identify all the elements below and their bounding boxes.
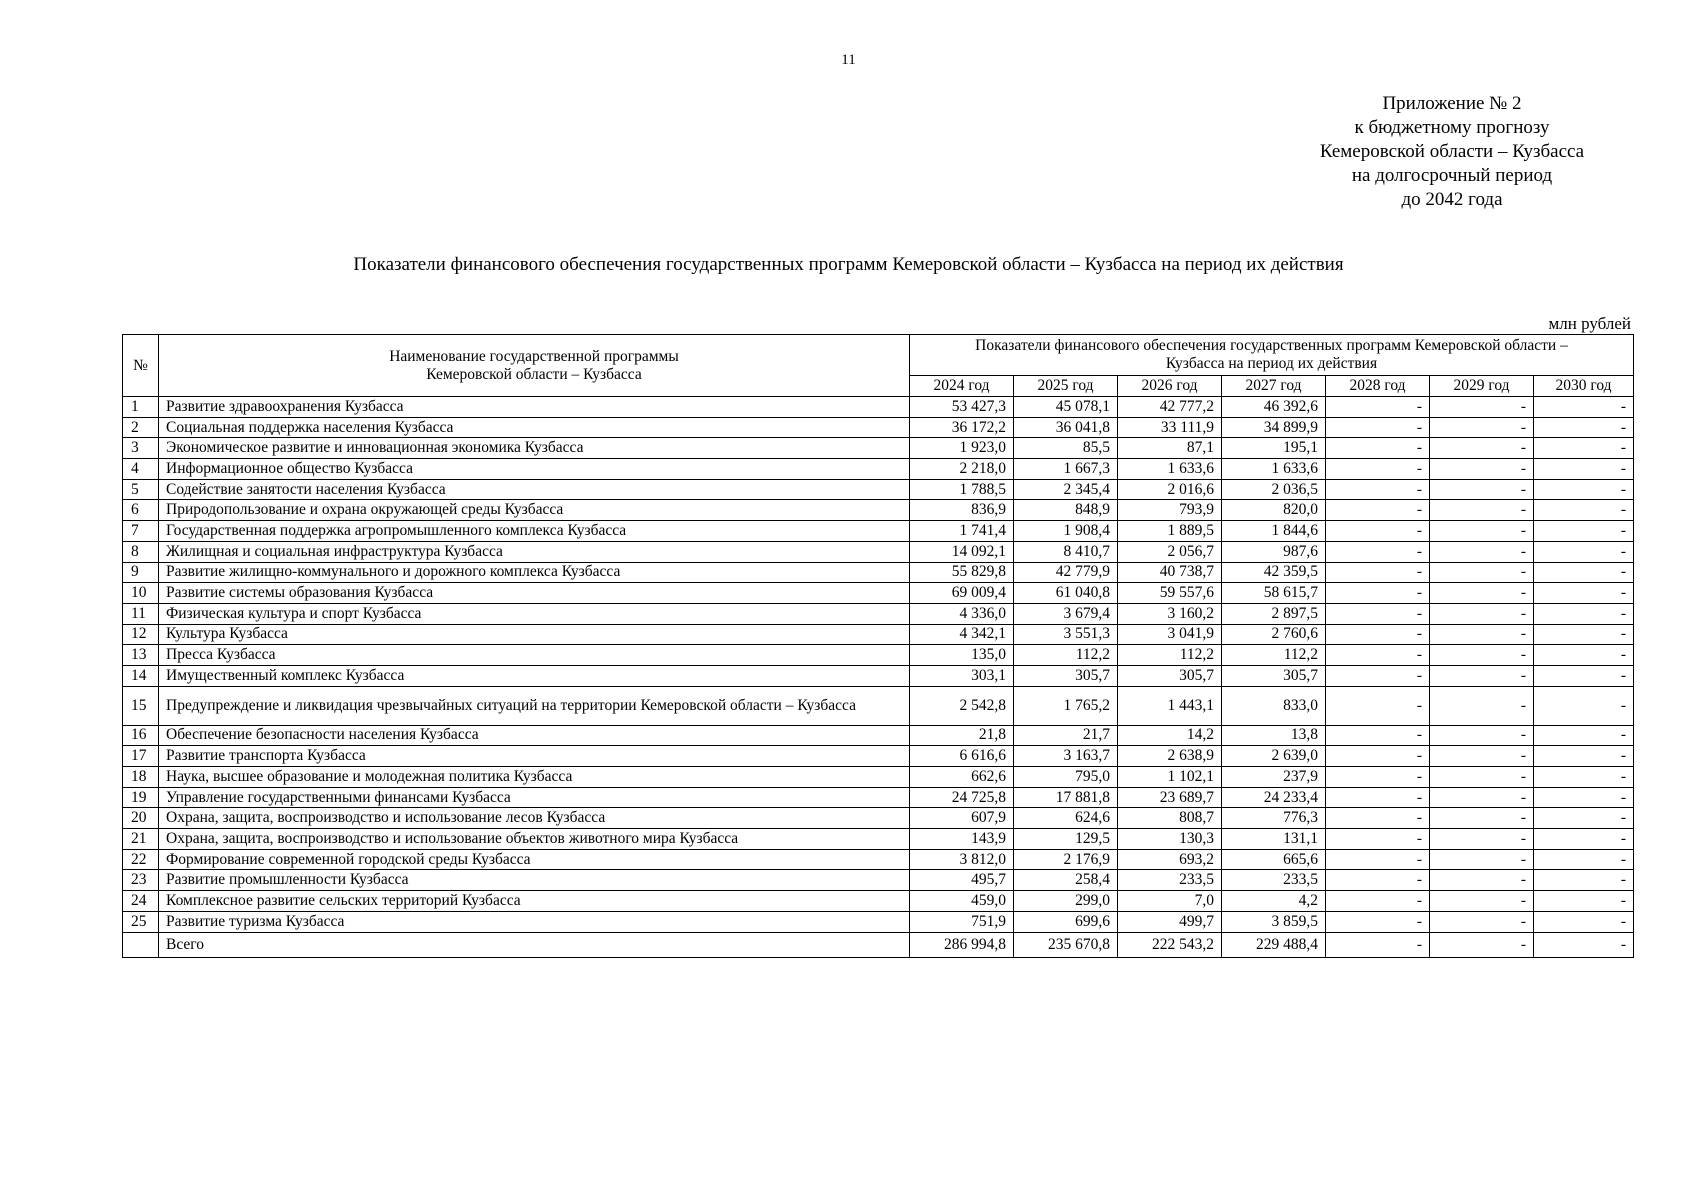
value-cell: - bbox=[1534, 787, 1634, 808]
value-cell: 833,0 bbox=[1222, 686, 1326, 725]
value-cell: - bbox=[1326, 911, 1430, 932]
program-name: Охрана, защита, воспроизводство и использование лесов Кузбасса bbox=[159, 808, 910, 829]
value-cell: - bbox=[1534, 479, 1634, 500]
units-label: млн рублей bbox=[1548, 314, 1631, 333]
table-row bbox=[123, 500, 1634, 521]
value-cell: 3 812,0 bbox=[910, 849, 1014, 870]
value-cell: - bbox=[1326, 808, 1430, 829]
value-cell: - bbox=[1430, 849, 1534, 870]
value-cell: 36 041,8 bbox=[1014, 417, 1118, 438]
value-cell: 3 551,3 bbox=[1014, 624, 1118, 645]
value-cell: 24 725,8 bbox=[910, 787, 1014, 808]
value-cell: 1 633,6 bbox=[1118, 459, 1222, 480]
value-cell: 299,0 bbox=[1014, 891, 1118, 912]
table-row bbox=[123, 829, 1634, 850]
value-cell: - bbox=[1534, 870, 1634, 891]
value-cell: 662,6 bbox=[910, 767, 1014, 788]
table-row bbox=[123, 665, 1634, 686]
value-cell: - bbox=[1430, 746, 1534, 767]
value-cell: 17 881,8 bbox=[1014, 787, 1118, 808]
value-cell: - bbox=[1534, 459, 1634, 480]
row-number: 22 bbox=[123, 849, 159, 870]
value-cell: 3 163,7 bbox=[1014, 746, 1118, 767]
value-cell: 8 410,7 bbox=[1014, 541, 1118, 562]
value-cell: - bbox=[1326, 932, 1430, 957]
value-cell: 229 488,4 bbox=[1222, 932, 1326, 957]
header-group: Показатели финансового обеспечения государственных программ Кемеровской области – Кузбасса на период их действия bbox=[910, 335, 1634, 376]
table-row bbox=[123, 562, 1634, 583]
value-cell: 1 667,3 bbox=[1014, 459, 1118, 480]
header-year: 2029 год bbox=[1430, 376, 1534, 397]
header-year: 2027 год bbox=[1222, 376, 1326, 397]
row-number: 23 bbox=[123, 870, 159, 891]
header-year: 2026 год bbox=[1118, 376, 1222, 397]
value-cell: - bbox=[1430, 521, 1534, 542]
row-number: 18 bbox=[123, 767, 159, 788]
value-cell: 1 908,4 bbox=[1014, 521, 1118, 542]
row-number: 6 bbox=[123, 500, 159, 521]
value-cell: 2 760,6 bbox=[1222, 624, 1326, 645]
program-name: Информационное общество Кузбасса bbox=[159, 459, 910, 480]
value-cell: 3 041,9 bbox=[1118, 624, 1222, 645]
value-cell: - bbox=[1430, 808, 1534, 829]
value-cell: 13,8 bbox=[1222, 725, 1326, 746]
value-cell: - bbox=[1534, 911, 1634, 932]
program-name: Развитие здравоохранения Кузбасса bbox=[159, 397, 910, 418]
value-cell: - bbox=[1534, 725, 1634, 746]
value-cell: 24 233,4 bbox=[1222, 787, 1326, 808]
appendix-line: Приложение № 2 bbox=[1382, 93, 1522, 114]
program-name: Развитие транспорта Кузбасса bbox=[159, 746, 910, 767]
value-cell: 1 889,5 bbox=[1118, 521, 1222, 542]
table-row bbox=[123, 911, 1634, 932]
appendix-line: до 2042 года bbox=[1401, 189, 1503, 210]
value-cell: 2 016,6 bbox=[1118, 479, 1222, 500]
program-name: Социальная поддержка населения Кузбасса bbox=[159, 417, 910, 438]
value-cell: 2 542,8 bbox=[910, 686, 1014, 725]
value-cell: 808,7 bbox=[1118, 808, 1222, 829]
value-cell: - bbox=[1534, 541, 1634, 562]
value-cell: 795,0 bbox=[1014, 767, 1118, 788]
value-cell: 21,8 bbox=[910, 725, 1014, 746]
table-row bbox=[123, 767, 1634, 788]
value-cell: 130,3 bbox=[1118, 829, 1222, 850]
value-cell: 23 689,7 bbox=[1118, 787, 1222, 808]
row-number: 7 bbox=[123, 521, 159, 542]
value-cell: 820,0 bbox=[1222, 500, 1326, 521]
value-cell: 607,9 bbox=[910, 808, 1014, 829]
value-cell: 495,7 bbox=[910, 870, 1014, 891]
value-cell: - bbox=[1430, 397, 1534, 418]
appendix-line: на долгосрочный период bbox=[1351, 165, 1553, 186]
header-year: 2028 год bbox=[1326, 376, 1430, 397]
value-cell: 58 615,7 bbox=[1222, 583, 1326, 604]
row-number: 20 bbox=[123, 808, 159, 829]
table-row bbox=[123, 808, 1634, 829]
program-name: Обеспечение безопасности населения Кузбасса bbox=[159, 725, 910, 746]
value-cell: 2 218,0 bbox=[910, 459, 1014, 480]
program-name: Имущественный комплекс Кузбасса bbox=[159, 665, 910, 686]
table-body bbox=[123, 397, 1634, 958]
value-cell: 258,4 bbox=[1014, 870, 1118, 891]
program-name: Экономическое развитие и инновационная экономика Кузбасса bbox=[159, 438, 910, 459]
value-cell: - bbox=[1430, 767, 1534, 788]
value-cell: - bbox=[1430, 603, 1534, 624]
value-cell: 6 616,6 bbox=[910, 746, 1014, 767]
value-cell: 233,5 bbox=[1222, 870, 1326, 891]
table-row bbox=[123, 645, 1634, 666]
value-cell: 3 160,2 bbox=[1118, 603, 1222, 624]
row-number: 8 bbox=[123, 541, 159, 562]
table-row bbox=[123, 541, 1634, 562]
value-cell: 40 738,7 bbox=[1118, 562, 1222, 583]
value-cell: 195,1 bbox=[1222, 438, 1326, 459]
value-cell: 59 557,6 bbox=[1118, 583, 1222, 604]
value-cell: 848,9 bbox=[1014, 500, 1118, 521]
value-cell: 14 092,1 bbox=[910, 541, 1014, 562]
value-cell: - bbox=[1534, 808, 1634, 829]
value-cell: 4 342,1 bbox=[910, 624, 1014, 645]
value-cell: - bbox=[1534, 562, 1634, 583]
value-cell: 624,6 bbox=[1014, 808, 1118, 829]
program-name: Развитие системы образования Кузбасса bbox=[159, 583, 910, 604]
value-cell: 1 765,2 bbox=[1014, 686, 1118, 725]
value-cell: - bbox=[1326, 459, 1430, 480]
program-name: Физическая культура и спорт Кузбасса bbox=[159, 603, 910, 624]
value-cell: - bbox=[1534, 583, 1634, 604]
value-cell: 665,6 bbox=[1222, 849, 1326, 870]
value-cell: 235 670,8 bbox=[1014, 932, 1118, 957]
program-name: Жилищная и социальная инфраструктура Кузбасса bbox=[159, 541, 910, 562]
program-name: Управление государственными финансами Кузбасса bbox=[159, 787, 910, 808]
value-cell: - bbox=[1534, 603, 1634, 624]
table-row bbox=[123, 849, 1634, 870]
value-cell: 46 392,6 bbox=[1222, 397, 1326, 418]
value-cell: 3 679,4 bbox=[1014, 603, 1118, 624]
value-cell: - bbox=[1534, 500, 1634, 521]
value-cell: - bbox=[1430, 562, 1534, 583]
value-cell: - bbox=[1534, 521, 1634, 542]
table-row bbox=[123, 870, 1634, 891]
value-cell: 112,2 bbox=[1014, 645, 1118, 666]
value-cell: - bbox=[1326, 849, 1430, 870]
value-cell: 1 633,6 bbox=[1222, 459, 1326, 480]
value-cell: - bbox=[1430, 438, 1534, 459]
appendix-line: к бюджетному прогнозу bbox=[1354, 117, 1550, 138]
value-cell: - bbox=[1326, 603, 1430, 624]
table-row bbox=[123, 583, 1634, 604]
value-cell: - bbox=[1326, 645, 1430, 666]
program-name: Наука, высшее образование и молодежная политика Кузбасса bbox=[159, 767, 910, 788]
value-cell: 34 899,9 bbox=[1222, 417, 1326, 438]
table-row bbox=[123, 686, 1634, 725]
row-number: 15 bbox=[123, 686, 159, 725]
value-cell: - bbox=[1326, 624, 1430, 645]
value-cell: 2 056,7 bbox=[1118, 541, 1222, 562]
value-cell: - bbox=[1326, 870, 1430, 891]
value-cell: 4 336,0 bbox=[910, 603, 1014, 624]
value-cell: - bbox=[1534, 397, 1634, 418]
value-cell: - bbox=[1326, 583, 1430, 604]
table-row bbox=[123, 891, 1634, 912]
value-cell: - bbox=[1430, 891, 1534, 912]
value-cell: 3 859,5 bbox=[1222, 911, 1326, 932]
value-cell: - bbox=[1326, 417, 1430, 438]
program-name: Формирование современной городской среды Кузбасса bbox=[159, 849, 910, 870]
value-cell: 305,7 bbox=[1014, 665, 1118, 686]
row-number: 10 bbox=[123, 583, 159, 604]
value-cell: 42 777,2 bbox=[1118, 397, 1222, 418]
value-cell: 1 443,1 bbox=[1118, 686, 1222, 725]
value-cell: 305,7 bbox=[1222, 665, 1326, 686]
row-number: 11 bbox=[123, 603, 159, 624]
value-cell: 693,2 bbox=[1118, 849, 1222, 870]
value-cell: - bbox=[1534, 686, 1634, 725]
appendix-line: Кемеровской области – Кузбасса bbox=[1319, 141, 1585, 162]
row-number: 25 bbox=[123, 911, 159, 932]
financing-table bbox=[122, 334, 1634, 958]
value-cell: - bbox=[1534, 746, 1634, 767]
value-cell: - bbox=[1326, 541, 1430, 562]
value-cell: 33 111,9 bbox=[1118, 417, 1222, 438]
value-cell: - bbox=[1430, 624, 1534, 645]
program-name: Предупреждение и ликвидация чрезвычайных ситуаций на территории Кемеровской области – Кузбасса bbox=[159, 686, 910, 725]
row-number: 13 bbox=[123, 645, 159, 666]
value-cell: 36 172,2 bbox=[910, 417, 1014, 438]
value-cell: 2 345,4 bbox=[1014, 479, 1118, 500]
header-name: Наименование государственной программы Кемеровской области – Кузбасса bbox=[159, 335, 910, 397]
value-cell: - bbox=[1430, 911, 1534, 932]
table-row bbox=[123, 746, 1634, 767]
value-cell: 286 994,8 bbox=[910, 932, 1014, 957]
program-name: Развитие туризма Кузбасса bbox=[159, 911, 910, 932]
program-name: Комплексное развитие сельских территорий Кузбасса bbox=[159, 891, 910, 912]
value-cell: - bbox=[1326, 562, 1430, 583]
value-cell: 1 923,0 bbox=[910, 438, 1014, 459]
row-number: 4 bbox=[123, 459, 159, 480]
table-row bbox=[123, 397, 1634, 418]
table-row bbox=[123, 521, 1634, 542]
value-cell: - bbox=[1430, 725, 1534, 746]
value-cell: 305,7 bbox=[1118, 665, 1222, 686]
value-cell: 87,1 bbox=[1118, 438, 1222, 459]
value-cell: - bbox=[1430, 932, 1534, 957]
table-row bbox=[123, 417, 1634, 438]
value-cell: 42 779,9 bbox=[1014, 562, 1118, 583]
value-cell: - bbox=[1430, 645, 1534, 666]
value-cell: - bbox=[1326, 521, 1430, 542]
program-name: Пресса Кузбасса bbox=[159, 645, 910, 666]
value-cell: - bbox=[1534, 624, 1634, 645]
value-cell: - bbox=[1430, 417, 1534, 438]
value-cell: 85,5 bbox=[1014, 438, 1118, 459]
table-row bbox=[123, 624, 1634, 645]
value-cell: 699,6 bbox=[1014, 911, 1118, 932]
value-cell: 459,0 bbox=[910, 891, 1014, 912]
value-cell: 1 741,4 bbox=[910, 521, 1014, 542]
value-cell: 237,9 bbox=[1222, 767, 1326, 788]
value-cell: 1 788,5 bbox=[910, 479, 1014, 500]
value-cell: - bbox=[1326, 891, 1430, 912]
value-cell: - bbox=[1430, 665, 1534, 686]
value-cell: - bbox=[1326, 829, 1430, 850]
header-year: 2030 год bbox=[1534, 376, 1634, 397]
value-cell: 222 543,2 bbox=[1118, 932, 1222, 957]
value-cell: 14,2 bbox=[1118, 725, 1222, 746]
value-cell: - bbox=[1326, 686, 1430, 725]
value-cell: - bbox=[1534, 891, 1634, 912]
value-cell: - bbox=[1534, 829, 1634, 850]
row-number: 24 bbox=[123, 891, 159, 912]
program-name: Государственная поддержка агропромышленного комплекса Кузбасса bbox=[159, 521, 910, 542]
value-cell: - bbox=[1430, 829, 1534, 850]
program-name: Охрана, защита, воспроизводство и использование объектов животного мира Кузбасса bbox=[159, 829, 910, 850]
header-year: 2024 год bbox=[910, 376, 1014, 397]
table-row bbox=[123, 787, 1634, 808]
value-cell: 21,7 bbox=[1014, 725, 1118, 746]
program-name: Развитие промышленности Кузбасса bbox=[159, 870, 910, 891]
row-number: 14 bbox=[123, 665, 159, 686]
value-cell: - bbox=[1430, 541, 1534, 562]
value-cell: 55 829,8 bbox=[910, 562, 1014, 583]
value-cell: - bbox=[1534, 849, 1634, 870]
value-cell: - bbox=[1326, 787, 1430, 808]
value-cell: - bbox=[1326, 479, 1430, 500]
program-name: Всего bbox=[159, 932, 910, 957]
value-cell: 61 040,8 bbox=[1014, 583, 1118, 604]
row-number: 1 bbox=[123, 397, 159, 418]
value-cell: 4,2 bbox=[1222, 891, 1326, 912]
program-name: Развитие жилищно-коммунального и дорожного комплекса Кузбасса bbox=[159, 562, 910, 583]
table-total-row bbox=[123, 932, 1634, 957]
value-cell: 303,1 bbox=[910, 665, 1014, 686]
value-cell: - bbox=[1326, 746, 1430, 767]
value-cell: 69 009,4 bbox=[910, 583, 1014, 604]
value-cell: - bbox=[1430, 500, 1534, 521]
value-cell: - bbox=[1326, 500, 1430, 521]
value-cell: - bbox=[1326, 725, 1430, 746]
row-number: 16 bbox=[123, 725, 159, 746]
row-number: 12 bbox=[123, 624, 159, 645]
value-cell: - bbox=[1534, 665, 1634, 686]
row-number: 3 bbox=[123, 438, 159, 459]
program-name: Природопользование и охрана окружающей среды Кузбасса bbox=[159, 500, 910, 521]
value-cell: 42 359,5 bbox=[1222, 562, 1326, 583]
row-number: 21 bbox=[123, 829, 159, 850]
value-cell: - bbox=[1430, 870, 1534, 891]
table-row bbox=[123, 603, 1634, 624]
value-cell: 776,3 bbox=[1222, 808, 1326, 829]
value-cell: 2 638,9 bbox=[1118, 746, 1222, 767]
appendix-note bbox=[1272, 92, 1632, 212]
value-cell: 987,6 bbox=[1222, 541, 1326, 562]
program-name: Содействие занятости населения Кузбасса bbox=[159, 479, 910, 500]
value-cell: 2 897,5 bbox=[1222, 603, 1326, 624]
page-number: 11 bbox=[841, 52, 856, 68]
row-number: 2 bbox=[123, 417, 159, 438]
value-cell: 2 036,5 bbox=[1222, 479, 1326, 500]
value-cell: 112,2 bbox=[1118, 645, 1222, 666]
value-cell: 499,7 bbox=[1118, 911, 1222, 932]
table-row bbox=[123, 438, 1634, 459]
value-cell: 2 176,9 bbox=[1014, 849, 1118, 870]
value-cell: 143,9 bbox=[910, 829, 1014, 850]
value-cell: 751,9 bbox=[910, 911, 1014, 932]
value-cell: - bbox=[1326, 438, 1430, 459]
value-cell: - bbox=[1534, 417, 1634, 438]
value-cell: - bbox=[1534, 932, 1634, 957]
row-number: 19 bbox=[123, 787, 159, 808]
row-number: 17 bbox=[123, 746, 159, 767]
value-cell: - bbox=[1430, 787, 1534, 808]
value-cell: 53 427,3 bbox=[910, 397, 1014, 418]
value-cell: - bbox=[1326, 665, 1430, 686]
value-cell: - bbox=[1326, 397, 1430, 418]
header-num: № bbox=[123, 335, 159, 397]
program-name: Культура Кузбасса bbox=[159, 624, 910, 645]
table-row bbox=[123, 459, 1634, 480]
value-cell: - bbox=[1534, 645, 1634, 666]
row-number: 5 bbox=[123, 479, 159, 500]
value-cell: 129,5 bbox=[1014, 829, 1118, 850]
value-cell: - bbox=[1326, 767, 1430, 788]
row-number bbox=[123, 932, 159, 957]
value-cell: 233,5 bbox=[1118, 870, 1222, 891]
value-cell: 1 102,1 bbox=[1118, 767, 1222, 788]
table-row bbox=[123, 725, 1634, 746]
value-cell: 1 844,6 bbox=[1222, 521, 1326, 542]
header-year: 2025 год bbox=[1014, 376, 1118, 397]
value-cell: - bbox=[1430, 583, 1534, 604]
value-cell: 112,2 bbox=[1222, 645, 1326, 666]
value-cell: - bbox=[1534, 438, 1634, 459]
value-cell: 131,1 bbox=[1222, 829, 1326, 850]
value-cell: - bbox=[1430, 459, 1534, 480]
value-cell: 7,0 bbox=[1118, 891, 1222, 912]
value-cell: - bbox=[1430, 686, 1534, 725]
value-cell: 45 078,1 bbox=[1014, 397, 1118, 418]
row-number: 9 bbox=[123, 562, 159, 583]
document-title: Показатели финансового обеспечения государственных программ Кемеровской области – Кузбасса на период их действия bbox=[353, 254, 1344, 275]
value-cell: 836,9 bbox=[910, 500, 1014, 521]
value-cell: - bbox=[1534, 767, 1634, 788]
value-cell: 2 639,0 bbox=[1222, 746, 1326, 767]
value-cell: 793,9 bbox=[1118, 500, 1222, 521]
value-cell: - bbox=[1430, 479, 1534, 500]
table-row bbox=[123, 479, 1634, 500]
value-cell: 135,0 bbox=[910, 645, 1014, 666]
